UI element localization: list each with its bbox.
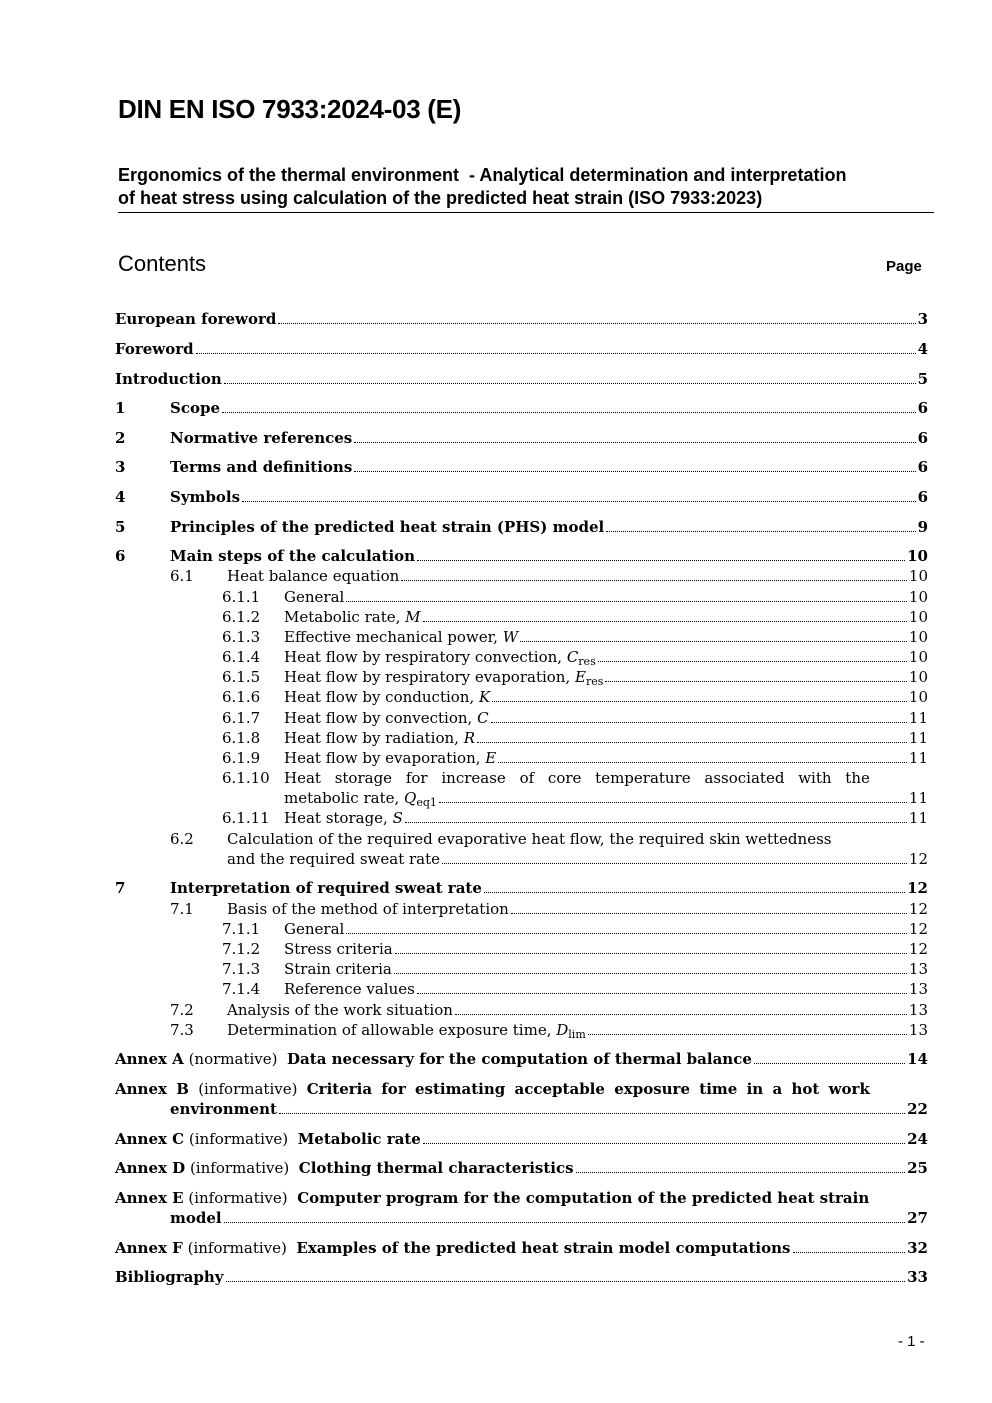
dot-leader bbox=[395, 953, 907, 954]
dot-leader bbox=[588, 1034, 907, 1035]
toc-entry-text-line-1: Heat storage for increase of core temperature associated with the bbox=[284, 769, 870, 787]
symbol: E bbox=[485, 749, 497, 767]
toc-clause-number: 6 bbox=[115, 547, 126, 565]
dot-leader bbox=[417, 560, 905, 561]
dot-leader bbox=[598, 661, 907, 662]
toc-clause-number: 6.1 bbox=[170, 567, 194, 585]
toc-entry-text-line-1: Annex B (informative) Criteria for estimating acceptable exposure time in a hot work bbox=[115, 1080, 870, 1098]
toc-entry-text-line-2: environment bbox=[170, 1100, 277, 1118]
title-line-1: Ergonomics of the thermal environment - Analytical determination and interpretation bbox=[118, 165, 847, 185]
toc-entry-6-1-1[interactable] bbox=[222, 588, 928, 606]
toc-clause-number: 3 bbox=[115, 458, 126, 476]
toc-entry-annex-e[interactable]: Annex E (informative) Computer program for the computation of the predicted heat strain bbox=[115, 1189, 870, 1207]
toc-entry-clause-6[interactable] bbox=[115, 547, 928, 565]
dot-leader bbox=[511, 913, 907, 914]
dot-leader bbox=[196, 353, 916, 354]
toc-page-number: 9 bbox=[917, 518, 928, 536]
toc-entry-text: Heat balance equation bbox=[227, 567, 400, 585]
toc-entry-text: Heat storage, S bbox=[284, 809, 403, 827]
toc-entry-european-foreword[interactable] bbox=[115, 310, 928, 328]
dot-leader bbox=[405, 822, 907, 823]
toc-entry-text: Annex A (normative) Data necessary for the computation of thermal balance bbox=[115, 1050, 752, 1068]
toc-entry-introduction[interactable] bbox=[115, 370, 928, 388]
toc-page-number: 13 bbox=[908, 1001, 928, 1019]
toc-entry-6-1-2[interactable] bbox=[222, 608, 928, 626]
toc-entry-text: Basis of the method of interpretation bbox=[227, 900, 509, 918]
toc-clause-number: 5 bbox=[115, 518, 126, 536]
toc-page-number: 13 bbox=[908, 980, 928, 998]
dot-leader bbox=[423, 1143, 905, 1144]
toc-entry-text: Terms and definitions bbox=[170, 458, 353, 476]
symbol: C bbox=[566, 648, 579, 666]
toc-entry-text: Analysis of the work situation bbox=[227, 1001, 453, 1019]
document-id: DIN EN ISO 7933:2024-03 (E) bbox=[118, 94, 462, 124]
toc-entry-7-2[interactable] bbox=[170, 1001, 928, 1019]
toc-clause-number: 7.1.2 bbox=[222, 940, 261, 958]
toc-entry-6-1-6[interactable] bbox=[222, 688, 928, 706]
toc-entry-7-1[interactable] bbox=[170, 900, 928, 918]
toc-page-number: 10 bbox=[908, 668, 928, 686]
toc-clause-number: 6.1.10 bbox=[222, 769, 270, 787]
toc-entry-text-line-2: and the required sweat rate bbox=[227, 850, 441, 868]
dot-leader bbox=[224, 1222, 906, 1223]
toc-page-number: 12 bbox=[908, 850, 928, 868]
dot-leader bbox=[484, 892, 905, 893]
toc-entry-text: Stress criteria bbox=[284, 940, 393, 958]
symbol: S bbox=[392, 809, 403, 827]
toc-page-number: 12 bbox=[908, 920, 928, 938]
dot-leader bbox=[477, 742, 907, 743]
toc-entry-text: Scope bbox=[170, 399, 221, 417]
toc-entry-text: Principles of the predicted heat strain (PHS) model bbox=[170, 518, 605, 536]
toc-entry-text: Heat flow by evaporation, E bbox=[284, 749, 497, 767]
toc-page-number: 13 bbox=[908, 1021, 928, 1039]
symbol: W bbox=[502, 628, 519, 646]
toc-page-number: 10 bbox=[908, 567, 928, 585]
toc-entry-text: European foreword bbox=[115, 310, 277, 328]
toc-clause-number: 6.1.3 bbox=[222, 628, 261, 646]
toc-entry-clause-5[interactable] bbox=[115, 518, 928, 536]
dot-leader bbox=[492, 701, 907, 702]
toc-entry-7-1-1[interactable] bbox=[222, 920, 928, 938]
toc-entry-text: Determination of allowable exposure time, $D_{lim}$ bbox=[227, 1021, 586, 1041]
toc-entry-text-line-2: metabolic rate, $Q_{eq1}$ bbox=[284, 789, 437, 809]
toc-entry-annex-d[interactable] bbox=[115, 1159, 928, 1177]
toc-entry-text-line-2: model bbox=[170, 1209, 222, 1227]
toc-page-number: 10 bbox=[908, 648, 928, 666]
toc-entry-text: Effective mechanical power, W bbox=[284, 628, 519, 646]
toc-entry-6-2[interactable] bbox=[170, 830, 831, 848]
subscript: eq1 bbox=[416, 796, 437, 809]
toc-entry-text: Symbols bbox=[170, 488, 241, 506]
toc-clause-number: 6.1.4 bbox=[222, 648, 261, 666]
contents-heading: Contents bbox=[118, 251, 207, 276]
toc-clause-number: 6.1.8 bbox=[222, 729, 261, 747]
toc-entry-text: General bbox=[284, 920, 345, 938]
toc-clause-number: 6.1.7 bbox=[222, 709, 261, 727]
toc-page-number: 24 bbox=[907, 1130, 928, 1148]
toc-entry-6-1-7[interactable] bbox=[222, 709, 928, 727]
page-column-label: Page bbox=[886, 258, 922, 275]
toc-page-number: 10 bbox=[907, 547, 928, 565]
toc-entry-text: Heat flow by respiratory convection, $C_{res}$ bbox=[284, 648, 596, 668]
toc-page-number: 12 bbox=[908, 940, 928, 958]
toc-clause-number: 7.1.4 bbox=[222, 980, 261, 998]
toc-clause-number: 2 bbox=[115, 429, 126, 447]
toc-clause-number: 6.2 bbox=[170, 830, 194, 848]
symbol: R bbox=[463, 729, 475, 747]
toc-entry-clause-2[interactable] bbox=[115, 429, 928, 447]
dot-leader bbox=[226, 1281, 906, 1282]
toc-page-number: 14 bbox=[907, 1050, 928, 1068]
toc-page-number: 11 bbox=[908, 789, 928, 807]
dot-leader bbox=[354, 442, 915, 443]
toc-entry-text: Main steps of the calculation bbox=[170, 547, 416, 565]
toc-entry-text: Heat flow by radiation, R bbox=[284, 729, 475, 747]
toc-entry-6-2-cont[interactable] bbox=[227, 850, 928, 868]
toc-clause-number: 7.1 bbox=[170, 900, 194, 918]
symbol: E bbox=[575, 668, 586, 686]
title-line-2: of heat stress using calculation of the predicted heat strain (ISO 7933:2023) bbox=[118, 188, 763, 208]
toc-entry-text: Bibliography bbox=[115, 1268, 224, 1286]
dot-leader bbox=[520, 641, 907, 642]
toc-page-number: 32 bbox=[907, 1239, 928, 1257]
dot-leader bbox=[224, 383, 916, 384]
toc-page-number: 25 bbox=[907, 1159, 928, 1177]
dot-leader bbox=[346, 601, 907, 602]
dot-leader bbox=[346, 933, 907, 934]
toc-page-number: 33 bbox=[907, 1268, 928, 1286]
dot-leader bbox=[354, 471, 915, 472]
toc-entry-6-1-8[interactable] bbox=[222, 729, 928, 747]
toc-clause-number: 7.2 bbox=[170, 1001, 194, 1019]
toc-clause-number: 1 bbox=[115, 399, 126, 417]
toc-entry-text: Foreword bbox=[115, 340, 194, 358]
dot-leader bbox=[417, 993, 907, 994]
toc-entry-6-1-10-cont[interactable] bbox=[284, 789, 928, 807]
toc-page-number: 12 bbox=[907, 879, 928, 897]
toc-entry-text: Metabolic rate, M bbox=[284, 608, 421, 626]
toc-clause-number: 7 bbox=[115, 879, 126, 897]
toc-entry-text: Heat flow by convection, C bbox=[284, 709, 489, 727]
subscript: lim bbox=[568, 1028, 586, 1041]
toc-entry-clause-1[interactable] bbox=[115, 399, 928, 417]
dot-leader bbox=[605, 681, 907, 682]
toc-page-number: 6 bbox=[917, 458, 928, 476]
toc-page-number: 6 bbox=[917, 488, 928, 506]
toc-entry-7-1-4[interactable] bbox=[222, 980, 928, 998]
toc-entry-text: Annex C (informative) Metabolic rate bbox=[115, 1130, 421, 1148]
toc-page-number: 3 bbox=[917, 310, 928, 328]
toc-entry-text-line-1: Computer program for the computation of the predicted heat strain bbox=[297, 1189, 870, 1207]
toc-entry-annex-c[interactable] bbox=[115, 1130, 928, 1148]
toc-entry-6-1-3[interactable] bbox=[222, 628, 928, 646]
toc-entry-annex-e-cont[interactable] bbox=[170, 1209, 928, 1227]
dot-leader bbox=[394, 973, 907, 974]
dot-leader bbox=[491, 722, 907, 723]
toc-entry-annex-a[interactable] bbox=[115, 1050, 928, 1068]
toc-entry-text: Introduction bbox=[115, 370, 222, 388]
toc-entry-7-3[interactable] bbox=[170, 1021, 928, 1039]
toc-page-number: 6 bbox=[917, 429, 928, 447]
toc-entry-6-1-11[interactable] bbox=[222, 809, 928, 827]
toc-entry-clause-7[interactable] bbox=[115, 879, 928, 897]
toc-entry-text: Strain criteria bbox=[284, 960, 392, 978]
dot-leader bbox=[439, 802, 907, 803]
toc-entry-text: Annex D (informative) Clothing thermal characteristics bbox=[115, 1159, 574, 1177]
toc-entry-bibliography[interactable] bbox=[115, 1268, 928, 1286]
toc-entry-text: General bbox=[284, 588, 345, 606]
toc-page-number: 11 bbox=[908, 809, 928, 827]
dot-leader bbox=[279, 1113, 905, 1114]
toc-entry-7-1-3[interactable] bbox=[222, 960, 928, 978]
toc-entry-6-1-10[interactable] bbox=[222, 769, 870, 787]
toc-entry-text-line-1: Calculation of the required evaporative heat flow, the required skin wettedness bbox=[227, 830, 832, 848]
toc-clause-number: 6.1.9 bbox=[222, 749, 261, 767]
toc-entry-7-1-2[interactable] bbox=[222, 940, 928, 958]
toc-clause-number: 7.3 bbox=[170, 1021, 194, 1039]
toc-page-number: 6 bbox=[917, 399, 928, 417]
toc-page-number: 22 bbox=[907, 1100, 928, 1118]
dot-leader bbox=[754, 1063, 905, 1064]
dot-leader bbox=[793, 1252, 906, 1253]
toc-page-number: 10 bbox=[908, 588, 928, 606]
toc-entry-text: Annex F (informative) Examples of the predicted heat strain model computations bbox=[115, 1239, 791, 1257]
toc-page-number: 11 bbox=[908, 749, 928, 767]
toc-clause-number: 6.1.2 bbox=[222, 608, 261, 626]
toc-entry-6-1[interactable] bbox=[170, 567, 928, 585]
symbol: K bbox=[479, 688, 491, 706]
toc-page-number: 12 bbox=[908, 900, 928, 918]
toc-page-number: 4 bbox=[917, 340, 928, 358]
toc-entry-annex-b[interactable] bbox=[115, 1080, 870, 1098]
dot-leader bbox=[222, 412, 916, 413]
toc-entry-text: Heat flow by conduction, K bbox=[284, 688, 491, 706]
symbol: Q bbox=[404, 789, 417, 807]
dot-leader bbox=[401, 580, 907, 581]
dot-leader bbox=[606, 531, 915, 532]
toc-page-number: 10 bbox=[908, 688, 928, 706]
dot-leader bbox=[455, 1014, 907, 1015]
toc-clause-number: 6.1.5 bbox=[222, 668, 261, 686]
toc-page-number: 27 bbox=[907, 1209, 928, 1227]
toc-entry-text: Heat flow by respiratory evaporation, $E_{res}$ bbox=[284, 668, 604, 688]
dot-leader bbox=[498, 762, 907, 763]
toc-entry-6-1-9[interactable] bbox=[222, 749, 928, 767]
toc-entry-text: Reference values bbox=[284, 980, 415, 998]
symbol: D bbox=[556, 1021, 569, 1039]
toc-entry-annex-f[interactable] bbox=[115, 1239, 928, 1257]
toc-entry-6-1-5[interactable] bbox=[222, 668, 928, 686]
toc-page-number: 10 bbox=[908, 608, 928, 626]
document-title bbox=[118, 164, 934, 213]
dot-leader bbox=[423, 621, 907, 622]
toc-page-number: 13 bbox=[908, 960, 928, 978]
toc-entry-text: Normative references bbox=[170, 429, 353, 447]
toc-entry-clause-3[interactable] bbox=[115, 458, 928, 476]
toc-page-number: 5 bbox=[917, 370, 928, 388]
dot-leader bbox=[442, 863, 907, 864]
toc-clause-number: 6.1.1 bbox=[222, 588, 261, 606]
toc-clause-number: 7.1.3 bbox=[222, 960, 261, 978]
toc-page-number: 11 bbox=[908, 709, 928, 727]
toc-clause-number: 7.1.1 bbox=[222, 920, 261, 938]
symbol: M bbox=[405, 608, 421, 626]
toc-entry-text: Interpretation of required sweat rate bbox=[170, 879, 482, 897]
toc-entry-6-1-4[interactable] bbox=[222, 648, 928, 666]
dot-leader bbox=[278, 323, 915, 324]
toc-clause-number: 6.1.6 bbox=[222, 688, 261, 706]
toc-entry-foreword[interactable] bbox=[115, 340, 928, 358]
toc-page-number: 11 bbox=[908, 729, 928, 747]
toc-clause-number: 6.1.11 bbox=[222, 809, 270, 827]
toc-clause-number: 4 bbox=[115, 488, 126, 506]
toc-entry-clause-4[interactable] bbox=[115, 488, 928, 506]
subscript: res bbox=[585, 675, 604, 688]
symbol: C bbox=[477, 709, 489, 727]
dot-leader bbox=[576, 1172, 906, 1173]
toc-entry-annex-b-cont[interactable] bbox=[170, 1100, 928, 1118]
page-number: - 1 - bbox=[898, 1333, 925, 1350]
dot-leader bbox=[242, 501, 916, 502]
subscript: res bbox=[578, 655, 596, 668]
toc-page-number: 10 bbox=[908, 628, 928, 646]
